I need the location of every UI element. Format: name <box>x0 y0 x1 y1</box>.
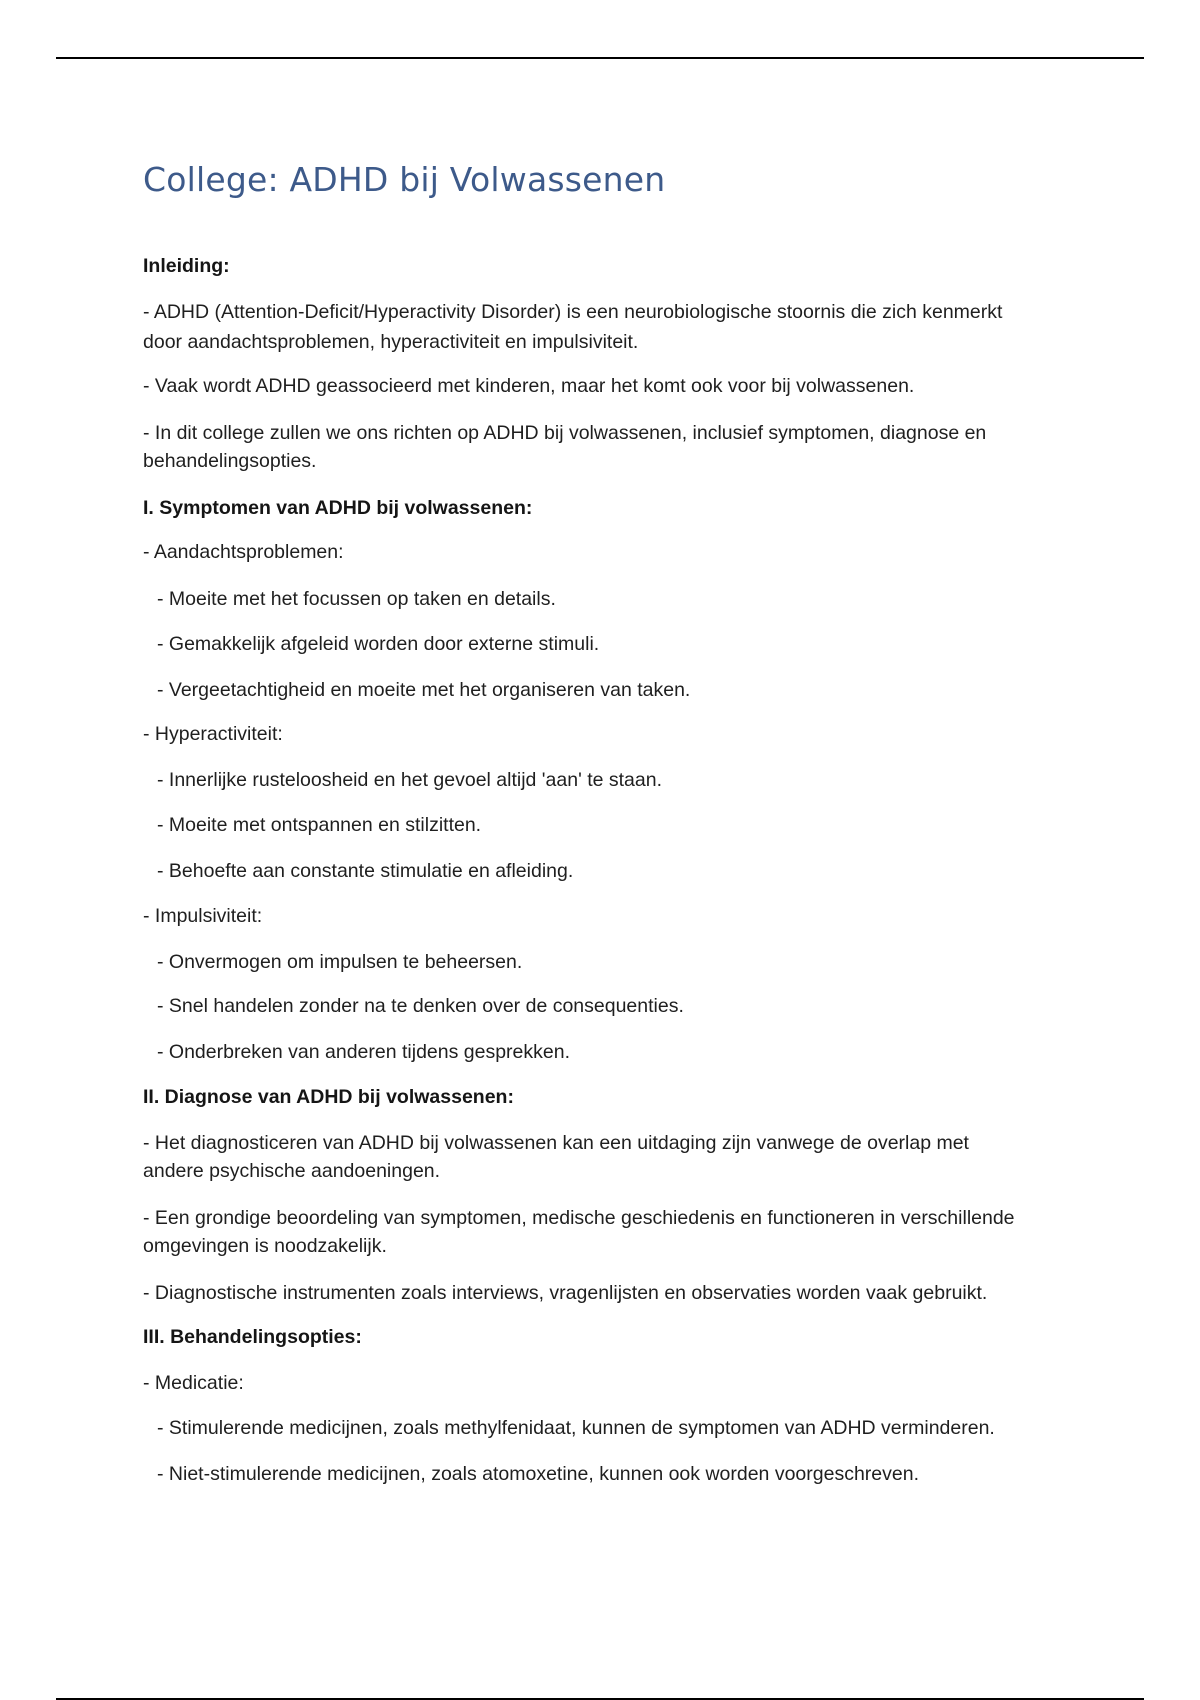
list-item: - Medicatie: <box>143 1372 244 1394</box>
section-heading-diagnosis: II. Diagnose van ADHD bij volwassenen: <box>143 1086 514 1108</box>
header-rule <box>56 57 1144 59</box>
paragraph-line: behandelingsopties. <box>143 450 317 472</box>
sub-list-item: - Stimulerende medicijnen, zoals methylfenidaat, kunnen de symptomen van ADHD verminderen. <box>157 1417 995 1439</box>
sub-list-item: - Snel handelen zonder na te denken over de consequenties. <box>157 995 684 1017</box>
paragraph-line: door aandachtsproblemen, hyperactiviteit en impulsiviteit. <box>143 331 639 353</box>
list-item: - Aandachtsproblemen: <box>143 541 344 563</box>
paragraph-line: - Een grondige beoordeling van symptomen, medische geschiedenis en functioneren in verschillende <box>143 1207 1015 1229</box>
paragraph-line: omgevingen is noodzakelijk. <box>143 1235 387 1257</box>
sub-list-item: - Niet-stimulerende medicijnen, zoals atomoxetine, kunnen ook worden voorgeschreven. <box>157 1463 919 1485</box>
section-heading-treatment: III. Behandelingsopties: <box>143 1326 362 1348</box>
list-item: - Impulsiviteit: <box>143 905 263 927</box>
sub-list-item: - Moeite met ontspannen en stilzitten. <box>157 814 482 836</box>
sub-list-item: - Behoefte aan constante stimulatie en afleiding. <box>157 860 574 882</box>
paragraph-line: - Vaak wordt ADHD geassocieerd met kinderen, maar het komt ook voor bij volwassenen. <box>143 375 915 397</box>
sub-list-item: - Gemakkelijk afgeleid worden door externe stimuli. <box>157 633 600 655</box>
document-title: College: ADHD bij Volwassenen <box>143 160 666 199</box>
sub-list-item: - Moeite met het focussen op taken en details. <box>157 588 556 610</box>
sub-list-item: - Vergeetachtigheid en moeite met het organiseren van taken. <box>157 679 691 701</box>
section-heading-introduction: Inleiding: <box>143 255 230 277</box>
sub-list-item: - Innerlijke rusteloosheid en het gevoel altijd 'aan' te staan. <box>157 769 663 791</box>
paragraph-line: andere psychische aandoeningen. <box>143 1160 441 1182</box>
list-item: - Hyperactiviteit: <box>143 723 283 745</box>
section-heading-symptoms: I. Symptomen van ADHD bij volwassenen: <box>143 497 533 519</box>
sub-list-item: - Onvermogen om impulsen te beheersen. <box>157 951 523 973</box>
paragraph-line: - In dit college zullen we ons richten op ADHD bij volwassenen, inclusief symptomen, diagnose en <box>143 422 987 444</box>
paragraph-line: - ADHD (Attention-Deficit/Hyperactivity Disorder) is een neurobiologische stoornis die zich kenmerkt <box>143 301 1003 323</box>
sub-list-item: - Onderbreken van anderen tijdens gesprekken. <box>157 1041 571 1063</box>
paragraph-line: - Het diagnosticeren van ADHD bij volwassenen kan een uitdaging zijn vanwege de overlap met <box>143 1132 969 1154</box>
paragraph-line: - Diagnostische instrumenten zoals interviews, vragenlijsten en observaties worden vaak gebruikt. <box>143 1282 988 1304</box>
